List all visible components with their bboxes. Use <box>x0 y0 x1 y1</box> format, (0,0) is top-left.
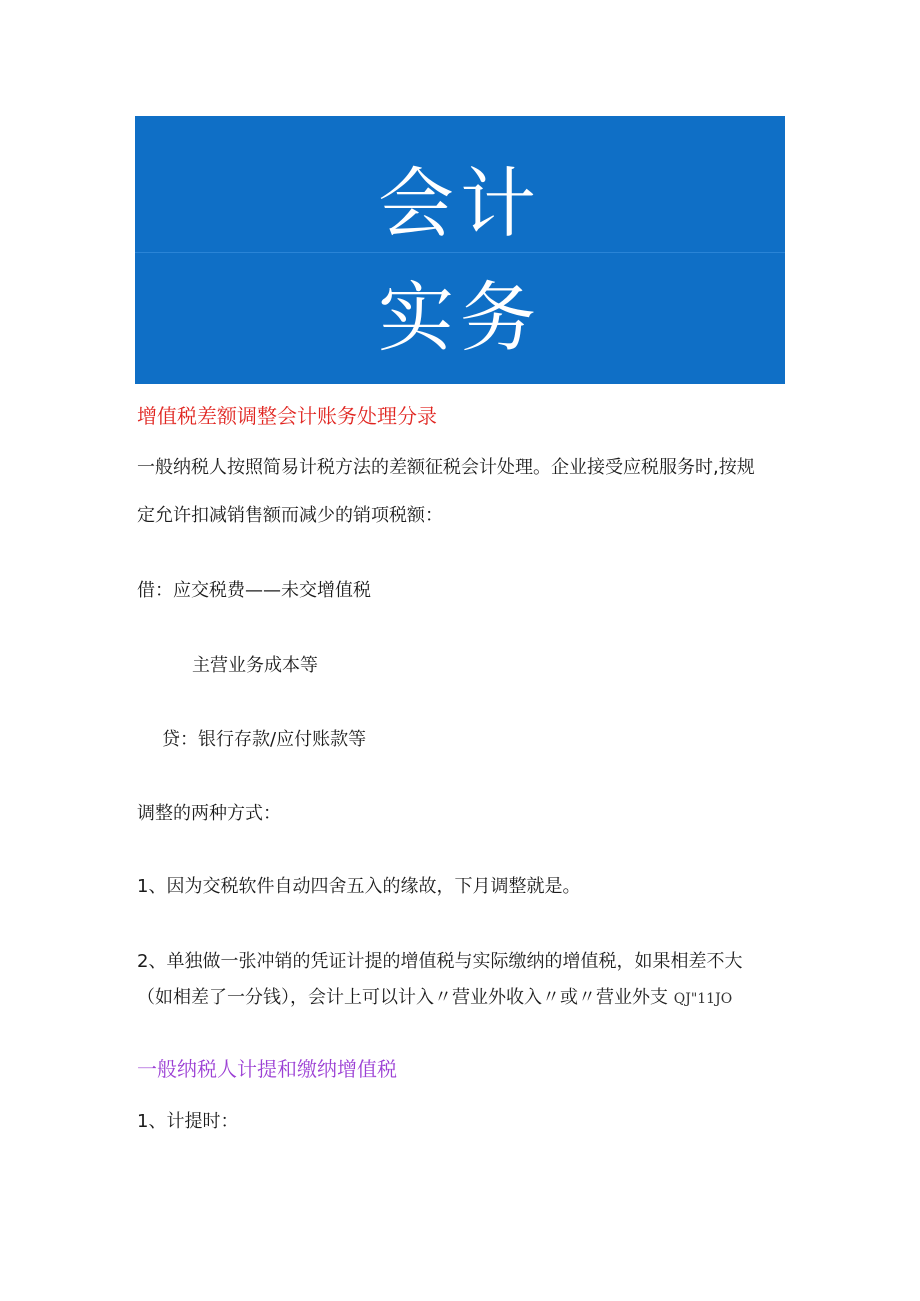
paragraph-line: 一般纳税人按照简易计税方法的差额征税会计处理。企业接受应税服务时,按规 <box>137 457 755 478</box>
journal-entry-credit: 贷：银行存款/应付账款等 <box>162 729 367 750</box>
banner-title-line1: 会计 <box>378 159 542 248</box>
method-item-1: 1、因为交税软件自动四舍五入的缘故，下月调整就是。 <box>137 876 581 897</box>
garbled-tail: QJ"11JO <box>673 991 733 1007</box>
section-heading-general-taxpayer: 一般纳税人计提和缴纳增值税 <box>137 1057 397 1081</box>
method-item-2-line1: 2、单独做一张冲销的凭证计提的增值税与实际缴纳的增值税，如果相差不大 <box>137 951 743 972</box>
list-item-accrual: 1、计提时： <box>137 1111 239 1132</box>
methods-title: 调整的两种方式： <box>137 803 281 824</box>
journal-entry-debit-secondary: 主营业务成本等 <box>192 655 318 676</box>
method-item-2-line2: （如相差了一分钱），会计上可以计入〃营业外收入〃或〃营业外支 QJ"11JO <box>137 987 733 1008</box>
section-heading-vat-adjustment: 增值税差额调整会计账务处理分录 <box>137 404 437 428</box>
paragraph-line: 定允许扣减销售额而减少的销项税额： <box>137 505 443 526</box>
banner-title-line2: 实务 <box>378 273 542 362</box>
title-banner <box>135 116 785 384</box>
banner-divider <box>135 252 785 253</box>
journal-entry-debit: 借：应交税费——未交增值税 <box>137 580 371 601</box>
